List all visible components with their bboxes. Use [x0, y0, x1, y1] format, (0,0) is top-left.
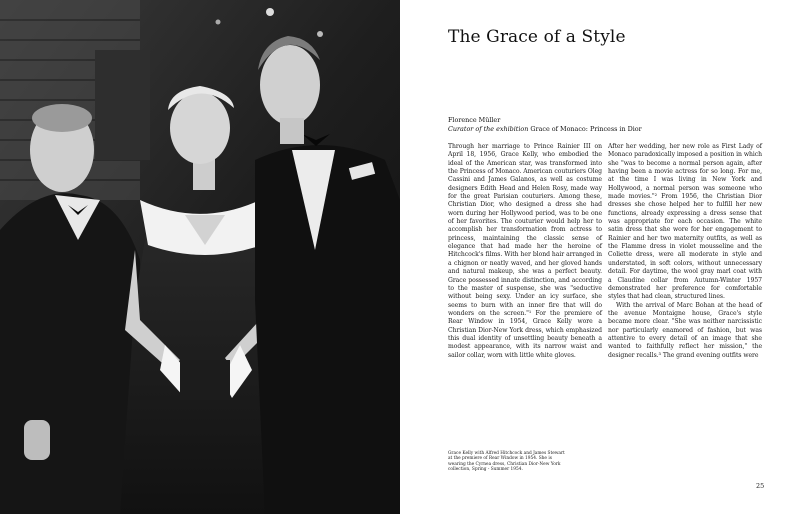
text-column-1: [448, 143, 602, 360]
paragraph: Through her marriage to Prince Rainier III on April 18, 1956, Grace Kelly, who embodied the ideal of the American star, was transformed into the Princess of Monaco. American couturiers Oleg Cassini and James Galanos, as well as costume designers Edith Head and Helen Rosy, made way for the great Parisian couturiers. Among these, Christian Dior, who designed a dress she had worn during her Hollywood period, was to be one of her favorites. The couturier would help her to accomplish her transformation from actress to princess, maintaining the classic sense of elegance that had made her the heroine of Hitchcock's films. With her blond hair arranged in a chignon or neatly waved, and her gloved hands and natural makeup, she was a perfect beauty. Grace possessed innate distinction, and according to the master of suspense, she was "seductive without being sexy. Under an icy surface, she seems to burn with an inner fire that will do wonders on the screen."¹ For the premiere of Rear Window in 1954, Grace Kelly wore a Christian Dior-New York dress, which emphasized this dual identity of unsettling beauty beneath a modest appearance, with its narrow waist and sailor collar, worn with little white gloves.: [448, 143, 602, 359]
paragraph: With the arrival of Marc Bohan at the head of the avenue Montaigne house, Grace's style became more clear. "She was neither narcissistic nor particularly enamored of fashion, but was attentive to every detail of an image that she wanted to faithfully reflect her mission," the designer recalls.³ The grand evening outfits were: [608, 301, 762, 359]
text-column-2: [608, 143, 762, 360]
photo-caption: Grace Kelly with Alfred Hitchcock and James Stewart at the premiere of Rear Window in 1954. She is wearing the Cyrnea dress, Christian Dior-New York collection, Spring - Summer 1954.: [448, 451, 565, 473]
byline: [448, 116, 642, 134]
author-role-label: Curator of the exhibition: [448, 125, 529, 133]
text-page: [400, 0, 800, 514]
page-title: The Grace of a Style: [448, 27, 626, 47]
author-name: Florence Müller: [448, 116, 501, 124]
paragraph: After her wedding, her new role as First Lady of Monaco paradoxically imposed a position in which she "was to become a normal person again, after having been a movie actress for so long. For me, at the time I was living in New York and Hollywood, a normal person was someone who made movies."² From 1956, the Christian Dior dresses she chose helped her to fulfill her new functions, already expressing a dress sense that was appropriate for each occasion. The white satin dress that she wore for her engagement to Rainier and her two maternity outfits, as well as the Flamme dress in violet mousseline and the Coliette dress, were all moderate in style and understated, in soft colors, without unnecessary detail. For daytime, the wool gray marl coat with a Claudine collar from Autumn-Winter 1957 demonstrated her preference for comfortable styles that had clean, structured lines.: [608, 143, 762, 301]
exhibition-name: Grace of Monaco: Princess in Dior: [530, 125, 642, 133]
page-number: 25: [756, 482, 765, 490]
author-role: [448, 125, 642, 134]
